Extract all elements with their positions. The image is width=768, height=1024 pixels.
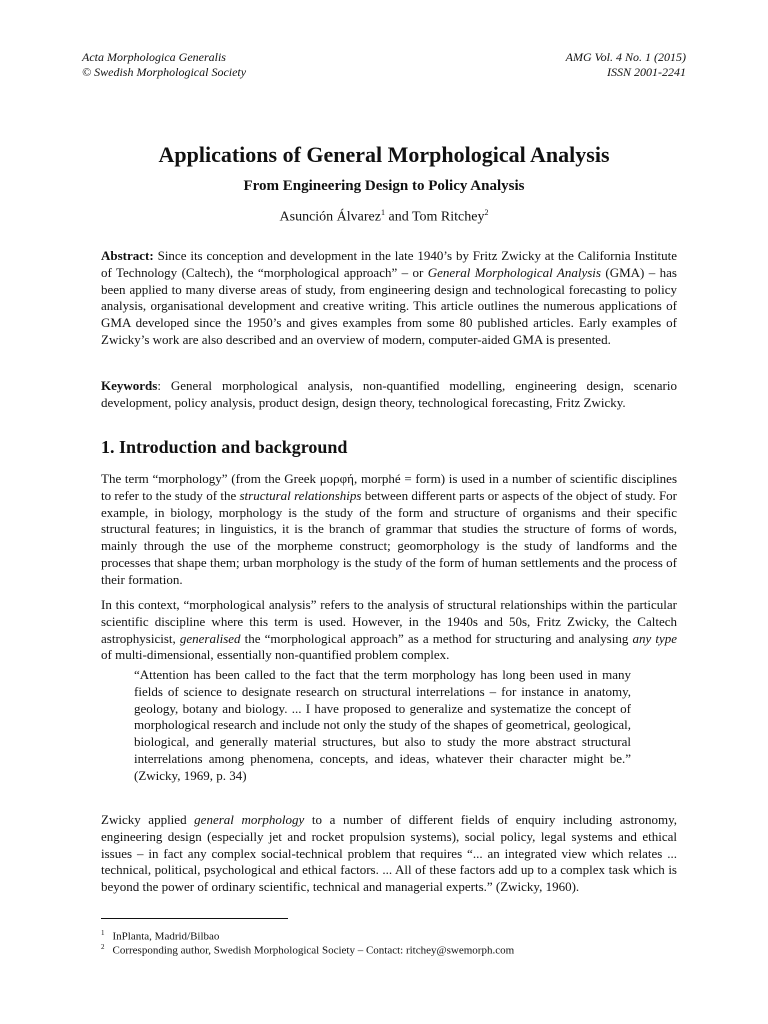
p2-text-2: the “morphological approach” as a method for structuring and analysing xyxy=(240,630,633,646)
block-quote: “Attention has been called to the fact that the term morphology has long been used in many fields of science to designate research on structural interrelations – for instance in anatomy, geology, botany and biology. ... I have proposed to generalize and systematize the concept of morphological research and include not only the study of the shapes of geometrical, geological, biological, and generally material structures, but also to study the more abstract structural interrelations among phenomena, concepts, and ideas, whatever their character might be.” (Zwicky, 1969, p. 34) xyxy=(134,667,631,783)
footnote-2 xyxy=(101,940,514,958)
abstract-label: Abstract: xyxy=(101,248,154,263)
author-2-footnote-mark: 2 xyxy=(484,208,489,217)
journal-name: Acta Morphologica Generalis xyxy=(82,50,226,64)
p1-emphasis: structural relationships xyxy=(239,487,362,503)
abstract-text-2: (GMA) – has been applied to many diverse areas of study, from engineering design and technological forecasting to policy analysis, organisational development and creative writing. This article outlines the numerous applications of GMA developed since the 1950’s and gives examples from some 80 published articles. Early examples of Zwicky’s work are also described and an overview of modern, computer-aided GMA is presented. xyxy=(101,264,677,347)
abstract-text-1: Since its conception and development in the late 1940’s by Fritz Zwicky at the California Institute of Technology (Caltech), the “morphological approach” – or xyxy=(101,248,677,280)
paragraph-3 xyxy=(101,812,677,896)
issn: ISSN 2001-2241 xyxy=(607,65,686,79)
footnote-2-text: Corresponding author, Swedish Morphological Society – Contact: ritchey@swemorph.com xyxy=(112,944,515,957)
volume-info: AMG Vol. 4 No. 1 (2015) xyxy=(565,50,686,64)
p1-text-1: The term “morphology” (from the Greek μορφή, morphé = form) is used in a number of scientific disciplines to refer to the study of the xyxy=(101,471,677,503)
p2-emphasis-2: any type xyxy=(632,630,677,646)
paragraph-2 xyxy=(101,597,677,664)
author-2: Tom Ritchey xyxy=(411,209,485,225)
p2-text-3: of multi-dimensional, essentially non-quantified problem complex. xyxy=(101,647,450,663)
p2-emphasis-1: generalised xyxy=(179,630,241,646)
footnote-1-number: 1 xyxy=(101,929,105,937)
author-line xyxy=(0,208,768,226)
keywords xyxy=(101,378,677,412)
abstract xyxy=(101,248,677,349)
running-header-right xyxy=(566,50,686,80)
p3-emphasis: general morphology xyxy=(194,812,305,827)
keywords-text: : General morphological analysis, non-quantified modelling, engineering design, scenario development, policy analysis, product design, design theory, technological forecasting, Fritz Zwicky. xyxy=(101,378,677,410)
society-copyright: © Swedish Morphological Society xyxy=(82,65,247,79)
footnote-1-text: InPlanta, Madrid/Bilbao xyxy=(112,930,220,943)
running-header-left xyxy=(82,50,246,80)
paper-subtitle: From Engineering Design to Policy Analysis xyxy=(243,178,525,194)
footnote-2-number: 2 xyxy=(101,943,105,951)
p3-text-1: Zwicky applied xyxy=(101,812,195,827)
paper-title: Applications of General Morphological Analysis xyxy=(158,142,610,167)
author-1-footnote-mark: 1 xyxy=(380,208,385,217)
keywords-label: Keywords xyxy=(101,378,158,393)
section-heading: 1. Introduction and background xyxy=(101,437,348,457)
paragraph-1 xyxy=(101,471,677,589)
p3-text-2: to a number of different fields of enquiry including astronomy, engineering design (especially jet and rocket propulsion systems), social policy, legal systems and ethical issues – in fact any complex social-technical problem that requires “... an integrated view which relates ... technical, political, psychological and ethical factors. ... All of these factors add up to a complex task which is beyond the power of ordinary scientific, technical and managerial experts.” (Zwicky, 1960). xyxy=(101,812,677,895)
author-1: Asunción Álvarez xyxy=(279,209,381,225)
abstract-emphasis: General Morphological Analysis xyxy=(427,264,601,280)
author-connector: and xyxy=(384,209,412,225)
p2-text-1: In this context, “morphological analysis” refers to the analysis of structural relationships within the particular scientific discipline where this term is used. However, in the 1940s and 50s, Fritz Zwicky, the Caltech astrophysicist, xyxy=(101,597,677,646)
p1-text-2: between different parts or aspects of the object of study. For example, in biology, morphology is the study of the form and structure of organisms and their specific structural features; in linguistics, it is the branch of grammar that studies the structure of forms of words, mainly through the use of the morpheme construct; geomorphology is the study of landforms and the processes that shape them; urban morphology is the study of the form of human settlements and the process of their formation. xyxy=(101,487,678,587)
footnote-rule xyxy=(101,918,288,919)
